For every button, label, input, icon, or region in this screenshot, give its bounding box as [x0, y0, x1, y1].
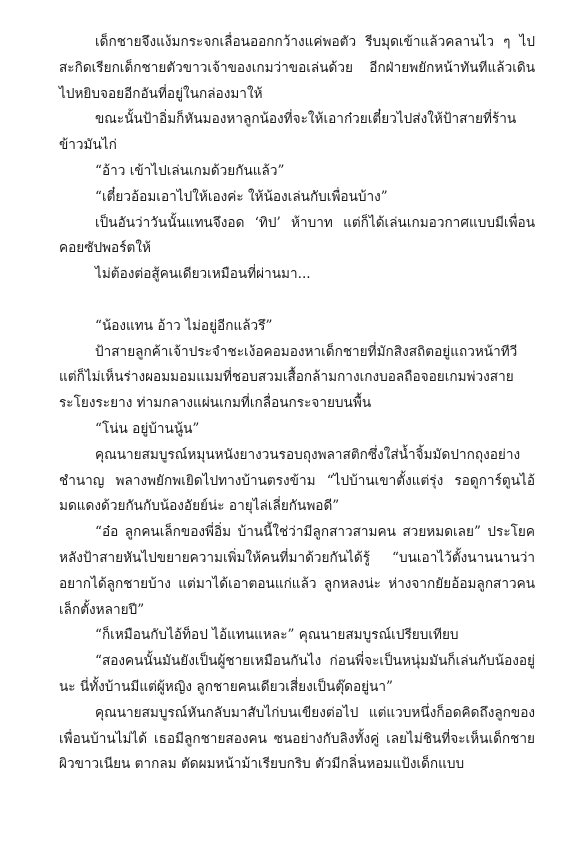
- dialogue-line: “น้องแทน อ้าว ไม่อยู่อีกแล้วรึ”: [95, 317, 273, 334]
- paragraph: ไม่ต้องต่อสู้คนเดียวเหมือนที่ผ่านมา...: [95, 266, 311, 283]
- paragraph: คุณนายสมบูรณ์หันกลับมาสับไก่บนเขียงต่อไป แต่แวบหนึ่งก็อดคิดถึงลูกของเพื่อนบ้านไม่ได้ เธอมีลูกชายสองคน ซนอย่างกับลิงทั้งคู่ เลยไม่ชินที่จะเห็นเด็กชายผิวขาวเนียน ตากลม ตัดผมหน้าม้าเรียบกริบ ตัวมีกลิ่นหอมแป้งเด็กแบบ: [59, 704, 535, 773]
- paragraph: ขณะนั้นป้าอิ่มก็หันมองหาลูกน้องที่จะให้เอาก๋วยเตี๋ยวไปส่งให้ป้าสายที่ร้านข้าวมันไก่: [59, 111, 517, 154]
- paragraph: คุณนายสมบูรณ์หมุนหนังยางวนรอบถุงพลาสติกซึ่งใส่น้ำจิ้มมัดปากถุงอย่างชำนาญ พลางพยักพเยิดไปทางบ้านตรงข้าม “ไปบ้านเขาตั้งแต่รุ่ง รอดูการ์ตูนไอ้มดแดงด้วยกันกับน้องอัยย์น่ะ อายุไล่เลี่ยกันพอดี”: [59, 446, 535, 515]
- dialogue-line: “โน่น อยู่บ้านนู้น”: [95, 420, 200, 437]
- dialogue-line: “อ้าว เข้าไปเล่นเกมด้วยกันแล้ว”: [95, 162, 285, 179]
- story-text: [59, 30, 535, 778]
- paragraph: ป้าสายลูกค้าเจ้าประจำชะเง้อคอมองหาเด็กชายที่มักสิงสถิตอยู่แถวหน้าทีวี แต่ก็ไม่เห็นร่างผอมมอมแมมที่ชอบสวมเสื้อกล้ามกางเกงบอลถือจอยเกมพ่วงสายระโยงระยาง ท่ามกลางแผ่นเกมที่เกลื่อนกระจายบนพื้น: [59, 343, 518, 412]
- dialogue-line: “ก็เหมือนกับไอ้ท็อป ไอ้แทนแหละ” คุณนายสมบูรณ์เปรียบเทียบ: [95, 627, 459, 644]
- paragraph: เป็นอันว่าวันนั้นแทนจึงอด ‘ทิป’ ห้าบาท แต่ก็ได้เล่นเกมอวกาศแบบมีเพื่อนคอยซัปพอร์ตให้: [59, 214, 535, 257]
- section-break: [59, 288, 535, 314]
- paragraph: เด็กชายจึงแง้มกระจกเลื่อนออกกว้างแค่พอตัว รีบมุดเข้าแล้วคลานไว ๆ ไปสะกิดเรียกเด็กชายตัวขาวเจ้าของเกมว่าขอเล่นด้วย อีกฝ่ายพยักหน้าทันทีแล้วเดินไปหยิบจอยอีกอันที่อยู่ในกล่องมาให้: [59, 34, 535, 102]
- dialogue-line: “เตี๋ยวอ้อมเอาไปให้เองค่ะ ให้น้องเล่นกับเพื่อนบ้าง”: [95, 188, 388, 205]
- paragraph: “อ๋อ ลูกคนเล็กของพี่อิ่ม บ้านนี้ใช่ว่ามีลูกสาวสามคน สวยหมดเลย” ประโยคหลังป้าสายหันไปขยายความเพิ่มให้คนที่มาด้วยกันได้รู้ “บนเอาไว้ตั้งนานนานว่าอยากได้ลูกชายบ้าง แต่มาได้เอาตอนแก่แล้ว ลูกหลงน่ะ ห่างจากยัยอ้อมลูกสาวคนเล็กตั้งหลายปี”: [59, 524, 535, 618]
- dialogue-line: “สองคนนั้นมันยังเป็นผู้ชายเหมือนกันไง ก่อนพี่จะเป็นหนุ่มมันก็เล่นกับน้องอยู่นะ นี่ทั้งบ้านมีแต่ผู้หญิง ลูกชายคนเดียวเสี่ยงเป็นตุ๊ดอยู่นา”: [59, 653, 535, 695]
